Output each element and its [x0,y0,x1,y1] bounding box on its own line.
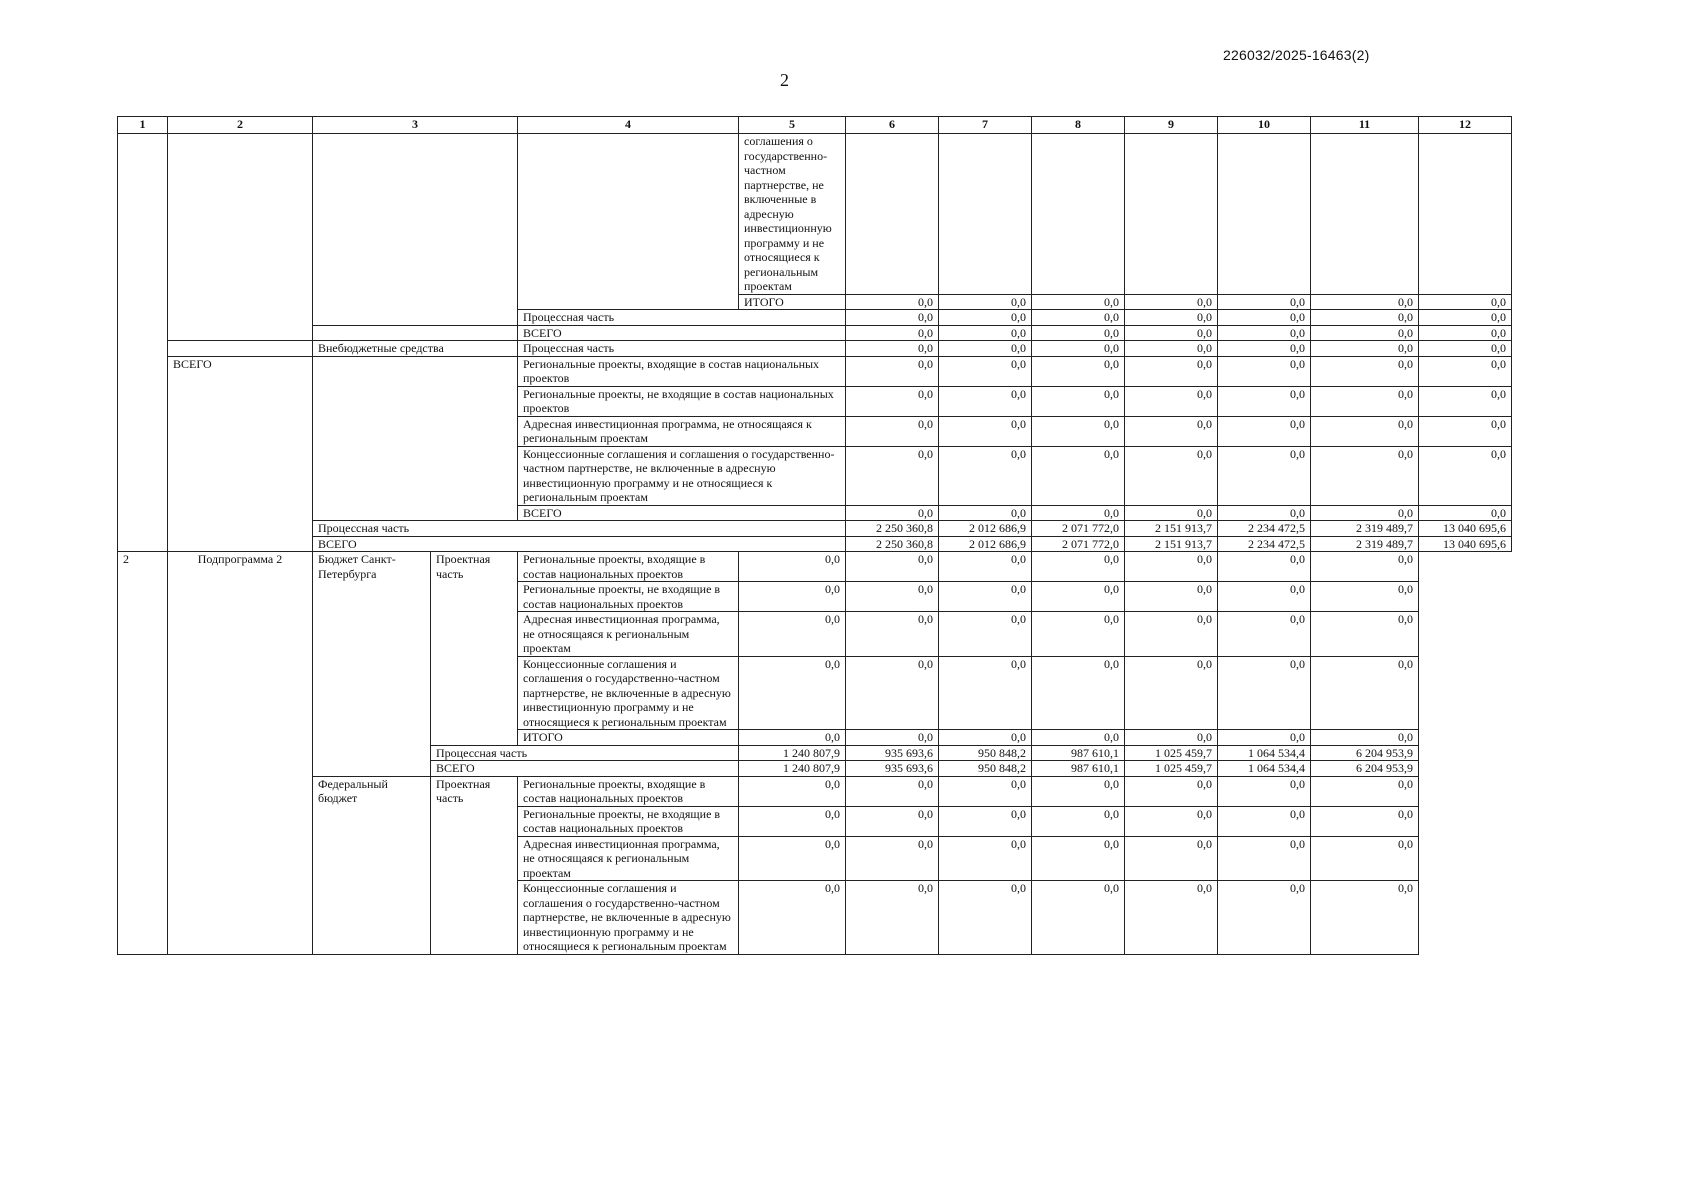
value-cell: 0,0 [1311,294,1419,310]
value-cell: 987 610,1 [1032,745,1125,761]
value-cell: 0,0 [939,416,1032,446]
value-cell: 0,0 [1125,582,1218,612]
value-cell: 0,0 [846,612,939,657]
group-label: ВСЕГО [168,356,313,552]
value-cell: 0,0 [1218,552,1311,582]
value-cell: 0,0 [1032,776,1125,806]
value-cell: 935 693,6 [846,745,939,761]
cell [518,134,739,310]
cell [313,325,518,341]
row-label: ИТОГО [518,730,739,746]
value-cell: 2 151 913,7 [1125,521,1218,537]
value-cell: 950 848,2 [939,745,1032,761]
value-cell: 0,0 [939,310,1032,326]
funding-source: Федеральный бюджет [313,776,431,954]
value-cell: 0,0 [1311,386,1419,416]
column-header: 12 [1419,117,1512,134]
value-cell: 1 240 807,9 [739,761,846,777]
value-cell: 0,0 [1032,446,1125,505]
value-cell: 1 025 459,7 [1125,745,1218,761]
value-cell: 0,0 [939,446,1032,505]
value-cell: 0,0 [1125,294,1218,310]
value-cell: 0,0 [1218,612,1311,657]
value-cell: 2 250 360,8 [846,521,939,537]
value-cell: 0,0 [1125,730,1218,746]
row-label: ВСЕГО [518,325,846,341]
table-row [118,536,1512,552]
value-cell: 0,0 [846,656,939,730]
value-cell: 0,0 [846,310,939,326]
column-header-row [118,117,1512,134]
value-cell: 0,0 [1311,416,1419,446]
column-header: 7 [939,117,1032,134]
value-cell: 0,0 [1311,446,1419,505]
value-cell: 0,0 [1032,552,1125,582]
value-cell: 2 012 686,9 [939,536,1032,552]
value-cell: 13 040 695,6 [1419,521,1512,537]
value-cell: 0,0 [1032,416,1125,446]
value-cell: 0,0 [1125,836,1218,881]
cell [1419,134,1512,295]
value-cell: 0,0 [1311,612,1419,657]
table-row [118,356,1512,386]
value-cell: 0,0 [1032,386,1125,416]
value-cell: 0,0 [1218,582,1311,612]
cell [1218,134,1311,295]
value-cell: 0,0 [846,552,939,582]
value-cell: 0,0 [1125,612,1218,657]
row-label: ИТОГО [739,294,846,310]
row-label: Региональные проекты, не входящие в состав национальных проектов [518,806,739,836]
cell [846,134,939,295]
value-cell: 0,0 [739,730,846,746]
cell [939,134,1032,295]
value-cell: 2 319 489,7 [1311,521,1419,537]
value-cell: 0,0 [1218,294,1311,310]
row-label: Концессионные соглашения и соглашения о государственно-частном партнерстве, не включенные в адресную инвестиционную программу и не относящиеся к региональным проектам [518,446,846,505]
value-cell: 6 204 953,9 [1311,761,1419,777]
value-cell: 0,0 [1032,881,1125,955]
column-header: 5 [739,117,846,134]
row-label: Процессная часть [518,310,846,326]
row-label: ВСЕГО [313,536,846,552]
value-cell: 0,0 [1218,341,1311,357]
value-cell: 0,0 [939,341,1032,357]
value-cell: 0,0 [1125,341,1218,357]
value-cell: 0,0 [1032,356,1125,386]
value-cell: 0,0 [739,836,846,881]
value-cell: 0,0 [1218,806,1311,836]
value-cell: 0,0 [846,446,939,505]
row-label: Региональные проекты, входящие в состав национальных проектов [518,356,846,386]
value-cell: 0,0 [739,881,846,955]
value-cell: 0,0 [1125,325,1218,341]
value-cell: 935 693,6 [846,761,939,777]
value-cell: 0,0 [1311,552,1419,582]
value-cell: 1 064 534,4 [1218,761,1311,777]
column-header: 10 [1218,117,1311,134]
cell [1032,134,1125,295]
table-row [118,521,1512,537]
value-cell: 0,0 [939,730,1032,746]
value-cell: 1 240 807,9 [739,745,846,761]
value-cell: 0,0 [1218,836,1311,881]
row-label: Региональные проекты, входящие в состав национальных проектов [518,776,739,806]
value-cell: 0,0 [1032,341,1125,357]
document-id: 226032/2025-16463(2) [1223,47,1370,63]
value-cell: 0,0 [939,505,1032,521]
column-header: 3 [313,117,518,134]
row-label: Региональные проекты, не входящие в состав национальных проектов [518,582,739,612]
value-cell: 0,0 [846,294,939,310]
value-cell: 0,0 [1125,386,1218,416]
value-cell: 2 250 360,8 [846,536,939,552]
value-cell: 0,0 [939,836,1032,881]
funding-source: Бюджет Санкт-Петербурга [313,552,431,777]
value-cell: 0,0 [846,341,939,357]
value-cell: 950 848,2 [939,761,1032,777]
value-cell: 0,0 [1218,505,1311,521]
column-header: 11 [1311,117,1419,134]
value-cell: 0,0 [846,806,939,836]
value-cell: 2 071 772,0 [1032,536,1125,552]
value-cell: 0,0 [1419,294,1512,310]
value-cell: 2 151 913,7 [1125,536,1218,552]
value-cell: 0,0 [1125,806,1218,836]
value-cell: 0,0 [1311,656,1419,730]
value-cell: 0,0 [939,776,1032,806]
row-label: Региональные проекты, входящие в состав национальных проектов [518,552,739,582]
column-header: 2 [168,117,313,134]
value-cell: 0,0 [1311,776,1419,806]
cell [1311,134,1419,295]
value-cell: 0,0 [939,356,1032,386]
value-cell: 0,0 [739,612,846,657]
value-cell: 0,0 [1218,356,1311,386]
value-cell: 0,0 [739,656,846,730]
funding-source: Внебюджетные средства [313,341,518,357]
row-label: соглашения о государственно-частном партнерстве, не включенные в адресную инвестиционную программу и не относящиеся к региональным проектам [739,134,846,295]
value-cell: 0,0 [1311,730,1419,746]
row-label: Адресная инвестиционная программа, не относящаяся к региональным проектам [518,416,846,446]
table-row [118,325,1512,341]
value-cell: 0,0 [739,806,846,836]
part-label: Проектная часть [431,776,518,954]
row-label: Концессионные соглашения и соглашения о государственно-частном партнерстве, не включенные в адресную инвестиционную программу и не относящиеся к региональным проектам [518,881,739,955]
value-cell: 0,0 [1311,356,1419,386]
table-row [118,134,1512,295]
value-cell: 0,0 [939,386,1032,416]
cell [313,134,518,326]
value-cell: 0,0 [1125,552,1218,582]
value-cell: 0,0 [1218,881,1311,955]
row-label: Процессная часть [431,745,739,761]
cell [168,341,313,357]
value-cell: 0,0 [1311,582,1419,612]
value-cell: 0,0 [939,325,1032,341]
value-cell: 0,0 [1032,582,1125,612]
cell [168,134,313,341]
value-cell: 2 234 472,5 [1218,536,1311,552]
value-cell: 0,0 [1125,656,1218,730]
value-cell: 0,0 [939,656,1032,730]
value-cell: 0,0 [1419,386,1512,416]
value-cell: 0,0 [1419,446,1512,505]
row-label: Процессная часть [518,341,846,357]
cell [313,356,518,521]
value-cell: 0,0 [846,730,939,746]
value-cell: 0,0 [939,881,1032,955]
value-cell: 0,0 [739,776,846,806]
subprogram-name: Подпрограмма 2 [168,552,313,955]
value-cell: 0,0 [939,612,1032,657]
value-cell: 0,0 [1218,656,1311,730]
value-cell: 0,0 [1419,505,1512,521]
value-cell: 0,0 [939,294,1032,310]
value-cell: 0,0 [1125,776,1218,806]
value-cell: 0,0 [1125,416,1218,446]
value-cell: 0,0 [1419,341,1512,357]
value-cell: 0,0 [1419,416,1512,446]
value-cell: 0,0 [1311,806,1419,836]
value-cell: 987 610,1 [1032,761,1125,777]
row-label: Региональные проекты, не входящие в состав национальных проектов [518,386,846,416]
column-header: 4 [518,117,739,134]
value-cell: 1 025 459,7 [1125,761,1218,777]
value-cell: 0,0 [1218,386,1311,416]
value-cell: 0,0 [846,356,939,386]
row-label: Адресная инвестиционная программа, не относящаяся к региональным проектам [518,836,739,881]
value-cell: 0,0 [1218,776,1311,806]
value-cell: 6 204 953,9 [1311,745,1419,761]
cell [1125,134,1218,295]
value-cell: 0,0 [939,552,1032,582]
value-cell: 0,0 [1032,325,1125,341]
column-header: 6 [846,117,939,134]
value-cell: 0,0 [1032,730,1125,746]
value-cell: 0,0 [1218,416,1311,446]
row-label: Процессная часть [313,521,846,537]
page-number: 2 [780,70,789,90]
value-cell: 0,0 [1311,341,1419,357]
row-label: Концессионные соглашения и соглашения о государственно-частном партнерстве, не включенные в адресную инвестиционную программу и не относящиеся к региональным проектам [518,656,739,730]
value-cell: 0,0 [1032,505,1125,521]
value-cell: 0,0 [1218,446,1311,505]
value-cell: 0,0 [1311,881,1419,955]
value-cell: 0,0 [1218,730,1311,746]
row-label: ВСЕГО [431,761,739,777]
column-header: 9 [1125,117,1218,134]
table-row [118,341,1512,357]
value-cell: 0,0 [1311,836,1419,881]
value-cell: 0,0 [1218,310,1311,326]
value-cell: 0,0 [1032,656,1125,730]
value-cell: 0,0 [846,386,939,416]
budget-table [117,116,1512,955]
value-cell: 0,0 [1311,325,1419,341]
value-cell: 0,0 [846,836,939,881]
value-cell: 0,0 [1419,310,1512,326]
value-cell: 0,0 [846,881,939,955]
value-cell: 0,0 [1311,505,1419,521]
value-cell: 0,0 [846,416,939,446]
value-cell: 2 319 489,7 [1311,536,1419,552]
value-cell: 0,0 [1311,310,1419,326]
column-header: 1 [118,117,168,134]
row-number-cell: 2 [118,552,168,955]
value-cell: 2 012 686,9 [939,521,1032,537]
value-cell: 0,0 [1419,325,1512,341]
value-cell: 0,0 [939,806,1032,836]
row-label: Адресная инвестиционная программа, не относящаяся к региональным проектам [518,612,739,657]
row-number-cell [118,134,168,552]
value-cell: 0,0 [1032,806,1125,836]
table-row [118,776,1512,806]
value-cell: 0,0 [1125,505,1218,521]
value-cell: 0,0 [1032,294,1125,310]
value-cell: 0,0 [1125,446,1218,505]
value-cell: 2 234 472,5 [1218,521,1311,537]
row-label: ВСЕГО [518,505,846,521]
value-cell: 13 040 695,6 [1419,536,1512,552]
value-cell: 0,0 [1125,310,1218,326]
value-cell: 0,0 [846,582,939,612]
value-cell: 0,0 [939,582,1032,612]
value-cell: 0,0 [846,505,939,521]
column-header: 8 [1032,117,1125,134]
value-cell: 0,0 [1032,310,1125,326]
table-row [118,552,1512,582]
value-cell: 0,0 [846,325,939,341]
value-cell: 2 071 772,0 [1032,521,1125,537]
part-label: Проектная часть [431,552,518,746]
value-cell: 0,0 [1032,836,1125,881]
value-cell: 0,0 [846,776,939,806]
value-cell: 0,0 [1125,881,1218,955]
value-cell: 1 064 534,4 [1218,745,1311,761]
value-cell: 0,0 [1125,356,1218,386]
value-cell: 0,0 [1419,356,1512,386]
value-cell: 0,0 [739,582,846,612]
value-cell: 0,0 [1218,325,1311,341]
value-cell: 0,0 [1032,612,1125,657]
value-cell: 0,0 [739,552,846,582]
